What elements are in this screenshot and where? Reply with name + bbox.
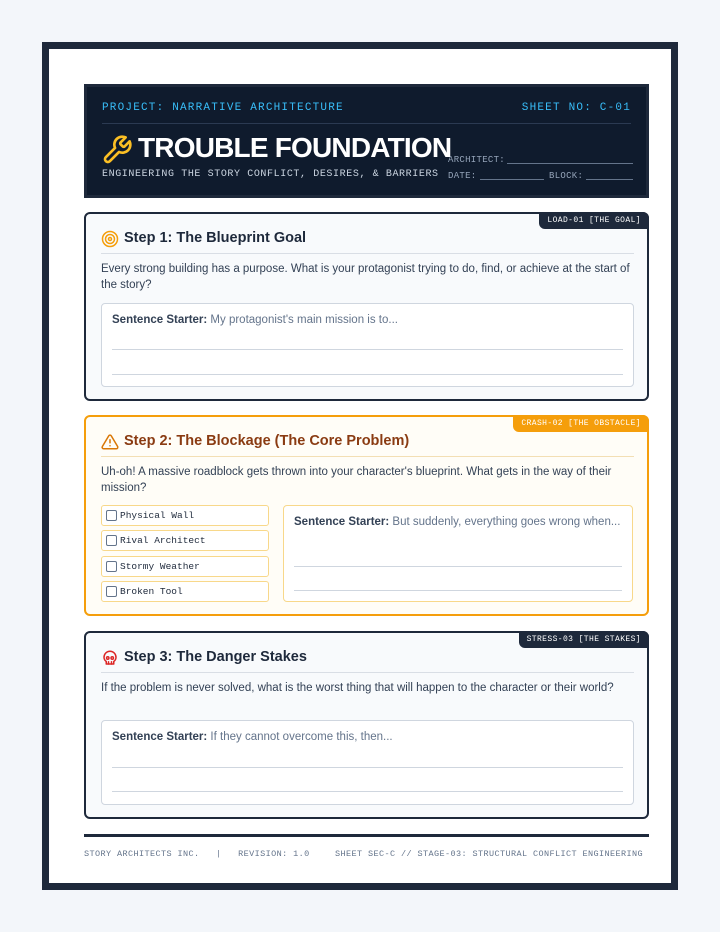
project-label: PROJECT: NARRATIVE ARCHITECTURE: [102, 102, 344, 114]
writing-line: [112, 767, 623, 768]
worksheet: [49, 49, 671, 883]
step-tag: LOAD-01 [THE GOAL]: [539, 212, 649, 229]
block-label: BLOCK:: [549, 171, 584, 181]
step-title: Step 1: The Blueprint Goal: [124, 230, 307, 246]
step-title: Step 3: The Danger Stakes: [124, 649, 307, 665]
footer-left: [84, 849, 310, 859]
checkbox[interactable]: [106, 561, 117, 572]
footer-divider: [84, 834, 649, 837]
writing-line: [112, 374, 623, 375]
step-description: If the problem is never solved, what is the worst thing that will happen to the character or their world?: [101, 682, 614, 694]
block-field[interactable]: [586, 179, 633, 180]
skull-icon: [101, 649, 119, 667]
sentence-starter: [112, 731, 393, 743]
checkbox[interactable]: [106, 510, 117, 521]
sentence-starter: [112, 314, 398, 326]
sheet-reference: SHEET SEC-C // STAGE-03: STRUCTURAL CONFLICT ENGINEERING: [334, 849, 643, 859]
step-tag: CRASH-02 [THE OBSTACLE]: [513, 415, 649, 432]
writing-line: [112, 791, 623, 792]
architect-label: ARCHITECT:: [448, 155, 506, 165]
header-divider: [102, 123, 631, 124]
company-name: STORY ARCHITECTS INC.: [84, 849, 200, 859]
title-block: [84, 84, 649, 198]
step-tag: STRESS-03 [THE STAKES]: [519, 631, 649, 648]
date-label: DATE:: [448, 171, 477, 181]
answer-box[interactable]: [283, 505, 633, 602]
page-title: TROUBLE FOUNDATION: [138, 132, 452, 163]
architect-field[interactable]: [507, 163, 633, 164]
writing-line: [294, 590, 622, 591]
checkbox[interactable]: [106, 535, 117, 546]
starter-prompt: If they cannot overcome this, then...: [207, 731, 393, 743]
option-label: Rival Architect: [120, 535, 206, 546]
footer-separator: |: [216, 849, 222, 859]
sentence-starter: [294, 516, 620, 528]
option-rival-architect[interactable]: [101, 530, 269, 551]
step-2-card: [84, 415, 649, 616]
date-field[interactable]: [480, 179, 544, 180]
step-title: Step 2: The Blockage (The Core Problem): [124, 433, 410, 449]
divider: [101, 456, 634, 457]
starter-label: Sentence Starter:: [294, 516, 390, 528]
starter-label: Sentence Starter:: [112, 314, 208, 326]
writing-line: [112, 349, 623, 350]
writing-line: [294, 566, 622, 567]
step-1-card: [84, 212, 649, 401]
starter-prompt: My protagonist's main mission is to...: [207, 314, 398, 326]
answer-box[interactable]: [101, 303, 634, 387]
option-physical-wall[interactable]: [101, 505, 269, 526]
divider: [101, 672, 634, 673]
wrench-icon: [101, 134, 133, 166]
option-label: Stormy Weather: [120, 561, 200, 572]
starter-label: Sentence Starter:: [112, 731, 208, 743]
starter-prompt: But suddenly, everything goes wrong when...: [389, 516, 621, 528]
step-description: Every strong building has a purpose. What is your protagonist trying to do, find, or achieve at the start of the story?: [101, 263, 630, 291]
page-frame: [42, 42, 678, 890]
target-icon: [101, 230, 119, 248]
sheet-number: SHEET NO: C-01: [521, 102, 631, 114]
option-stormy-weather[interactable]: [101, 556, 269, 577]
step-3-card: [84, 631, 649, 819]
warning-icon: [101, 433, 119, 451]
revision: REVISION: 1.0: [238, 849, 310, 859]
checkbox[interactable]: [106, 586, 117, 597]
page-subtitle: ENGINEERING THE STORY CONFLICT, DESIRES, & BARRIERS: [102, 169, 439, 180]
option-label: Broken Tool: [120, 586, 183, 597]
answer-box[interactable]: [101, 720, 634, 805]
step-description: Uh-oh! A massive roadblock gets thrown into your character's blueprint. What gets in the way of their mission?: [101, 466, 612, 494]
option-label: Physical Wall: [120, 510, 195, 521]
option-broken-tool[interactable]: [101, 581, 269, 602]
divider: [101, 253, 634, 254]
